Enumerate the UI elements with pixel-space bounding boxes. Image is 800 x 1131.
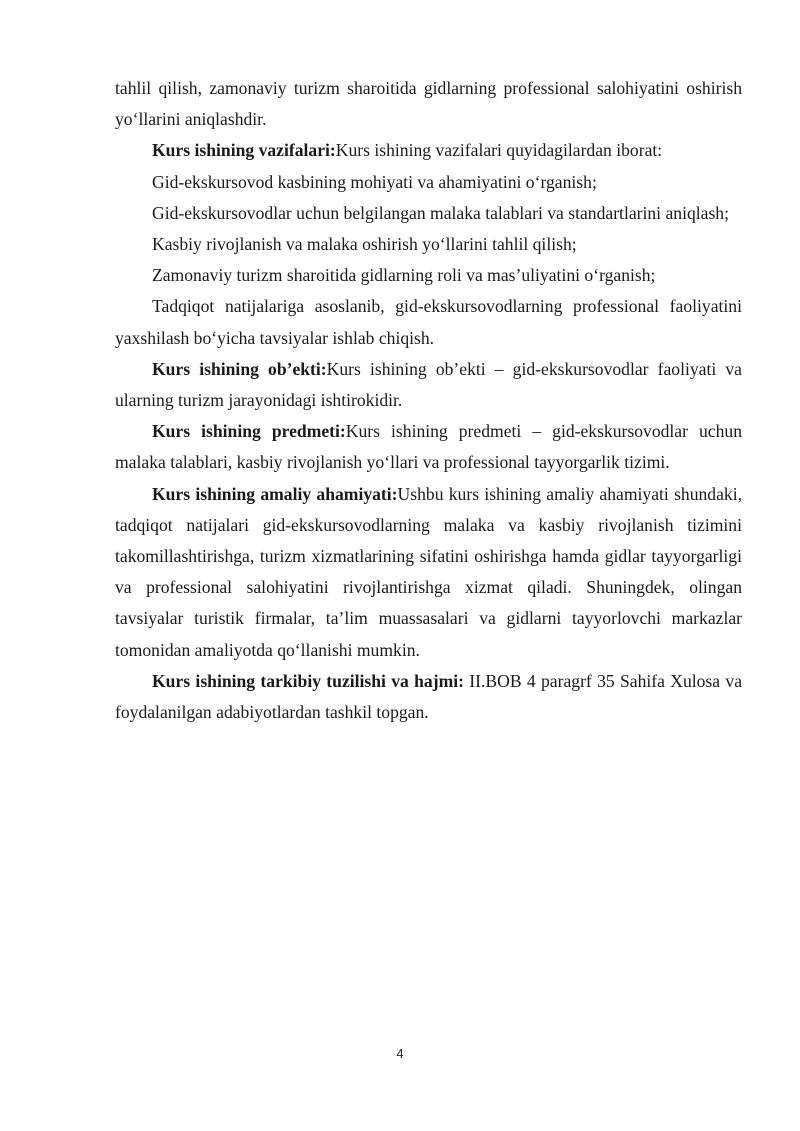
task-item-5 bbox=[115, 291, 742, 353]
paragraph-text: Ushbu kurs ishining amaliy ahamiyati shundaki, tadqiqot natijalari gid-ekskursovodlarning malaka va kasbiy rivojlanish tizimini takomillashtirishga, turizm xizmatlarining sifatini oshirishga hamda gidlar tayyorgarligi va professional salohiyatini rivojlantirishga xizmat qiladi. Shuningdek, olingan tavsiyalar turistik firmalar, ta’lim muassasalari va gidlarni tayyorlovchi markazlar tomonidan amaliyotda qo‘llanishi mumkin. bbox=[115, 483, 742, 660]
paragraph-tasks-heading bbox=[115, 135, 742, 166]
document-body bbox=[115, 73, 742, 728]
paragraph-text: II.BOB 4 paragrf 35 Sahifa Xulosa va foydalanilgan adabiyotlardan tashkil topgan. bbox=[115, 670, 742, 723]
paragraph-practical-significance bbox=[115, 479, 742, 666]
paragraph-object bbox=[115, 354, 742, 416]
section-label: Kurs ishining ob’ekti: bbox=[152, 358, 327, 379]
page-number: 4 bbox=[396, 1046, 404, 1061]
task-item-3 bbox=[115, 229, 742, 260]
task-item-4 bbox=[115, 260, 742, 291]
paragraph-text: Tadqiqot natijalariga asoslanib, gid-ekskursovodlarning professional faoliyatini yaxshilash bo‘yicha tavsiyalar ishlab chiqish. bbox=[115, 296, 742, 348]
paragraph-text: Zamonaviy turizm sharoitida gidlarning roli va mas’uliyatini o‘rganish; bbox=[152, 265, 656, 286]
section-label: Kurs ishining predmeti: bbox=[152, 421, 346, 442]
paragraph-text: tahlil qilish, zamonaviy turizm sharoitida gidlarning professional salohiyatini oshirish yo‘llarini aniqlashdir. bbox=[115, 78, 742, 130]
section-label: Kurs ishining vazifalari: bbox=[152, 140, 336, 161]
section-label: Kurs ishining tarkibiy tuzilishi va hajmi: bbox=[152, 670, 464, 691]
paragraph-aim-continuation bbox=[115, 73, 742, 135]
paragraph-text: Kurs ishining vazifalari quyidagilardan iborat: bbox=[335, 140, 663, 161]
section-label: Kurs ishining amaliy ahamiyati: bbox=[152, 483, 398, 504]
task-item-2 bbox=[115, 198, 742, 229]
paragraph-text: Gid-ekskursovodlar uchun belgilangan malaka talablari va standartlarini aniqlash; bbox=[152, 202, 729, 223]
paragraph-text: Kurs ishining ob’ekti – gid-ekskursovodlar faoliyati va ularning turizm jarayonidagi ishtirokidir. bbox=[115, 358, 742, 411]
paragraph-structure bbox=[115, 666, 742, 728]
paragraph-subject bbox=[115, 416, 742, 478]
paragraph-text: Kasbiy rivojlanish va malaka oshirish yo‘llarini tahlil qilish; bbox=[152, 234, 577, 255]
task-item-1 bbox=[115, 167, 742, 198]
paragraph-text: Kurs ishining predmeti – gid-ekskursovodlar uchun malaka talablari, kasbiy rivojlanish yo‘llari va professional tayyorgarlik tizimi. bbox=[115, 421, 743, 473]
paragraph-text: Gid-ekskursovod kasbining mohiyati va ahamiyatini o‘rganish; bbox=[152, 171, 597, 192]
